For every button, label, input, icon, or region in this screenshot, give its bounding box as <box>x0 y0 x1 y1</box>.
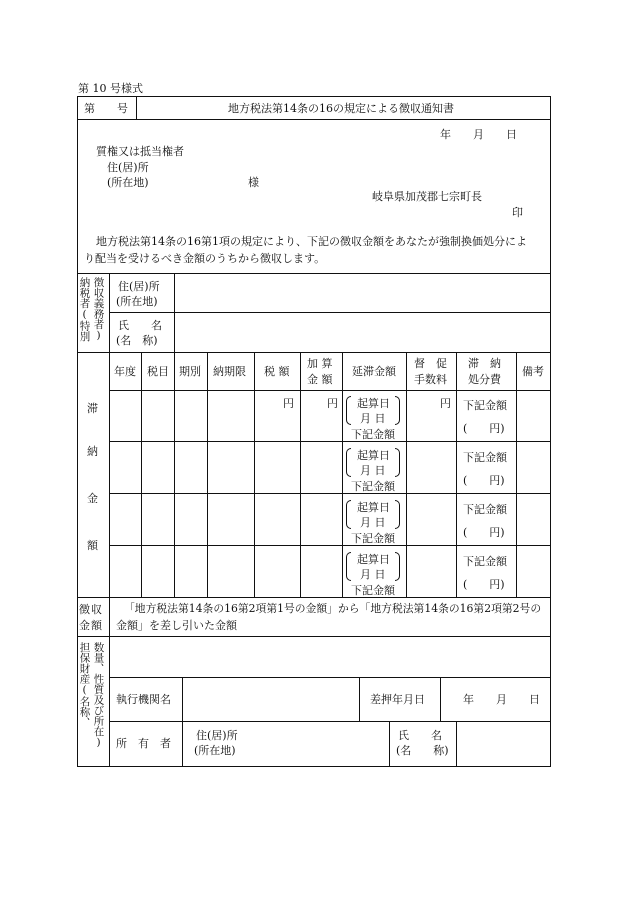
taxpayer-side-label-b: 徴収義務者) <box>92 277 105 342</box>
col-line <box>300 352 301 597</box>
yen-add-amount: 円 <box>327 397 338 410</box>
month-day-label: 月 日 <box>360 516 386 529</box>
col-header-remarks: 備考 <box>522 365 544 378</box>
row-line <box>77 273 551 274</box>
disposal-paren-yen: ( 円) <box>463 474 505 487</box>
start-date-label: 起算日 <box>357 449 390 462</box>
bracket-right <box>395 500 400 529</box>
col-header-demand2: 手数料 <box>414 373 447 386</box>
arrears-side-char: 納 <box>87 445 98 458</box>
col-header-demand1: 督 促 <box>414 357 447 370</box>
arrears-side-char: 額 <box>87 539 98 552</box>
col-line <box>342 352 343 597</box>
row-line <box>77 119 551 120</box>
collection-side-label-a: 徴収 <box>79 603 103 616</box>
taxpayer-address-label: 住(居)所 <box>118 280 160 293</box>
col-line <box>141 352 142 597</box>
row-line <box>77 597 551 598</box>
collection-side-label-b: 金額 <box>79 619 103 632</box>
taxpayer-name-label: 氏 名 <box>118 319 162 332</box>
below-amount-label: 下記金額 <box>351 428 395 441</box>
col-line <box>456 352 457 597</box>
below-amount-label: 下記金額 <box>351 480 395 493</box>
disposal-below-amount: 下記金額 <box>463 555 507 568</box>
arrears-side-char: 金 <box>87 492 98 505</box>
frame-bottom <box>77 766 551 767</box>
form-title: 地方税法第14条の16の規定による徴収通知書 <box>228 102 454 115</box>
col-header-disposal1: 滞 納 <box>468 357 501 370</box>
seizure-date-value: 年 月 日 <box>463 693 540 706</box>
row-line <box>109 390 551 391</box>
taxpayer-org-label: (名 称) <box>116 334 158 347</box>
notice-body-line1: 地方税法第14条の16第1項の規定により、下記の徴収金額をあなたが強制換価処分によ <box>96 235 527 248</box>
owner-address-label: 住(居)所 <box>196 729 238 742</box>
row-line <box>109 493 551 494</box>
col-line <box>174 352 175 597</box>
bracket-left <box>346 448 351 477</box>
collection-text-line2: 金額」を差し引いた金額 <box>116 619 237 632</box>
bracket-left <box>346 500 351 529</box>
col-line <box>109 636 110 766</box>
seizure-date-label: 差押年月日 <box>370 693 425 706</box>
col-header-add2: 金 額 <box>307 373 333 386</box>
frame-top <box>77 96 551 97</box>
start-date-label: 起算日 <box>357 501 390 514</box>
month-day-label: 月 日 <box>360 412 386 425</box>
addressee-type: 質権又は抵当権者 <box>96 145 184 158</box>
frame-right <box>550 96 551 767</box>
addressee-address-label: 住(居)所 <box>107 161 149 174</box>
owner-org-label: (名 称) <box>396 744 449 757</box>
col-line <box>456 721 457 766</box>
col-line <box>109 597 110 636</box>
row-line <box>109 677 551 678</box>
addressee-location-label: (所在地) <box>107 176 149 189</box>
month-day-label: 月 日 <box>360 568 386 581</box>
disposal-paren-yen: ( 円) <box>463 422 505 435</box>
col-header-disposal2: 処分費 <box>468 373 501 386</box>
disposal-below-amount: 下記金額 <box>463 503 507 516</box>
agency-label: 執行機関名 <box>116 693 171 706</box>
owner-location-label: (所在地) <box>194 744 236 757</box>
seal-mark: 印 <box>512 206 523 219</box>
col-line <box>406 352 407 597</box>
col-line <box>516 352 517 597</box>
bracket-left <box>346 396 351 425</box>
row-line <box>109 441 551 442</box>
col-header-tax-amount: 税 額 <box>264 365 290 378</box>
disposal-below-amount: 下記金額 <box>463 399 507 412</box>
form-number: 第 10 号様式 <box>78 82 143 95</box>
owner-name-label: 氏 名 <box>398 729 442 742</box>
row-line <box>77 352 551 353</box>
collateral-side-label-b: 数量、性質及び所在) <box>92 642 105 749</box>
owner-label: 所 有 者 <box>116 737 171 750</box>
col-line <box>109 352 110 597</box>
month-day-label: 月 日 <box>360 464 386 477</box>
col-header-add1: 加 算 <box>307 357 333 370</box>
number-label: 第 号 <box>84 102 128 115</box>
disposal-paren-yen: ( 円) <box>463 578 505 591</box>
collection-text-line1: 「地方税法第14条の16第2項第1号の金額」から「地方税法第14条の16第2項第2号の <box>124 602 542 615</box>
col-line <box>389 721 390 766</box>
disposal-below-amount: 下記金額 <box>463 451 507 464</box>
start-date-label: 起算日 <box>357 397 390 410</box>
col-header-year: 年度 <box>114 365 136 378</box>
col-header-period: 期別 <box>179 365 201 378</box>
notice-body-line2: り配当を受けるべき金額のうちから徴収します。 <box>84 252 326 265</box>
col-line <box>207 352 208 597</box>
notice-date: 年 月 日 <box>440 128 517 141</box>
yen-tax-amount: 円 <box>283 397 294 410</box>
col-line <box>109 273 110 352</box>
bracket-right <box>395 448 400 477</box>
honorific: 様 <box>248 176 259 189</box>
row-line <box>109 545 551 546</box>
row-line <box>109 721 551 722</box>
taxpayer-location-label: (所在地) <box>116 295 158 308</box>
taxpayer-side-label-a: 納税者(特別 <box>78 277 91 342</box>
col-header-tax-item: 税目 <box>147 365 169 378</box>
col-line <box>174 273 175 352</box>
col-line <box>182 677 183 766</box>
col-line <box>136 96 137 119</box>
col-line <box>254 352 255 597</box>
below-amount-label: 下記金額 <box>351 584 395 597</box>
col-line <box>359 677 360 721</box>
bracket-right <box>395 396 400 425</box>
yen-demand-fee: 円 <box>440 397 451 410</box>
disposal-paren-yen: ( 円) <box>463 526 505 539</box>
bracket-right <box>395 552 400 581</box>
arrears-side-char: 滞 <box>87 402 98 415</box>
collateral-side-label-a: 担保財産(名称、 <box>78 642 91 728</box>
frame-left <box>77 96 78 767</box>
start-date-label: 起算日 <box>357 553 390 566</box>
below-amount-label: 下記金額 <box>351 532 395 545</box>
bracket-left <box>346 552 351 581</box>
row-line <box>109 312 551 313</box>
col-header-delinquency: 延滞金額 <box>352 365 396 378</box>
row-line <box>77 636 551 637</box>
col-header-due: 納期限 <box>213 365 246 378</box>
col-line <box>440 677 441 721</box>
issuer: 岐阜県加茂郡七宗町長 <box>372 190 482 203</box>
